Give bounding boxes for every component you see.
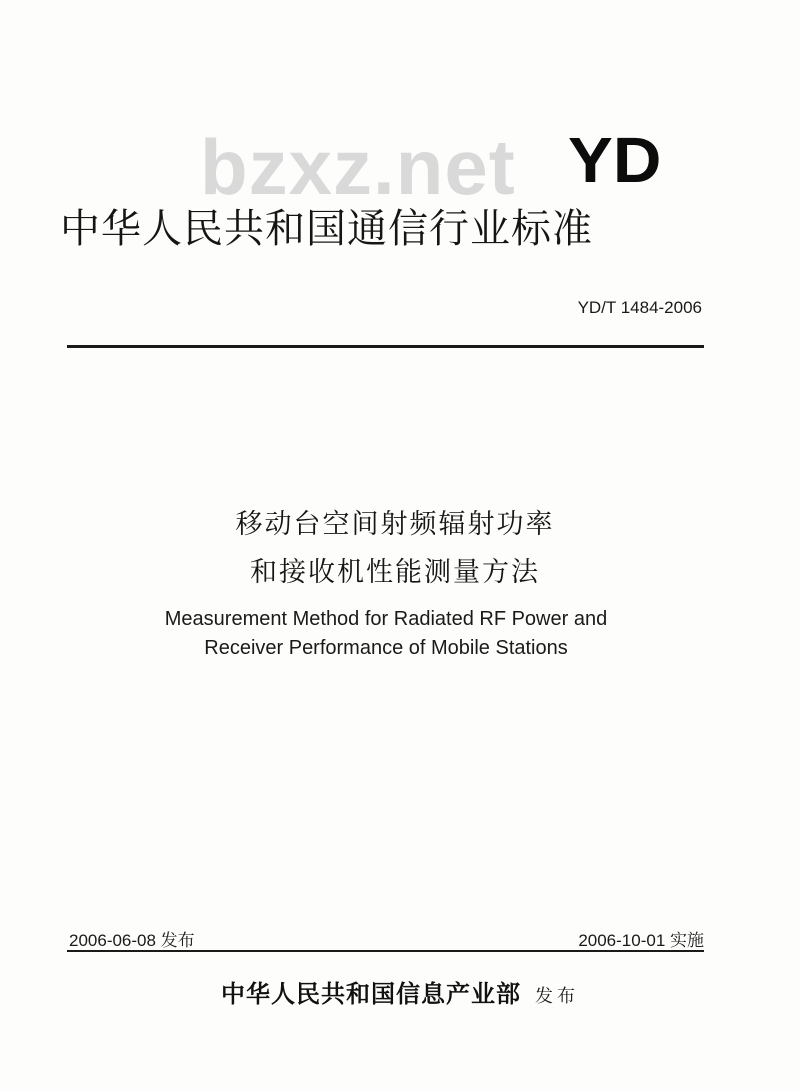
publisher-suffix: 发布 (535, 986, 579, 1007)
watermark-text: bzxz.net (200, 123, 516, 211)
publisher-name: 中华人民共和国信息产业部 (221, 979, 521, 1008)
bottom-divider (67, 950, 704, 952)
top-divider (67, 345, 704, 348)
publisher-line (0, 979, 800, 1008)
standard-number: YD/T 1484-2006 (577, 298, 702, 317)
yd-logo: YD (568, 124, 662, 196)
issue-date: 2006-06-08 发布 (69, 931, 195, 950)
english-title-line-1: Measurement Method for Radiated RF Power and (164, 608, 608, 630)
english-title-line-2: Receiver Performance of Mobile Stations (204, 637, 568, 659)
chinese-title-line-1: 移动台空间射频辐射功率 (235, 509, 555, 540)
chinese-title-line-2: 和接收机性能测量方法 (250, 557, 540, 588)
standard-category-title: 中华人民共和国通信行业标准 (60, 206, 593, 252)
implementation-date: 2006-10-01 实施 (578, 931, 704, 950)
